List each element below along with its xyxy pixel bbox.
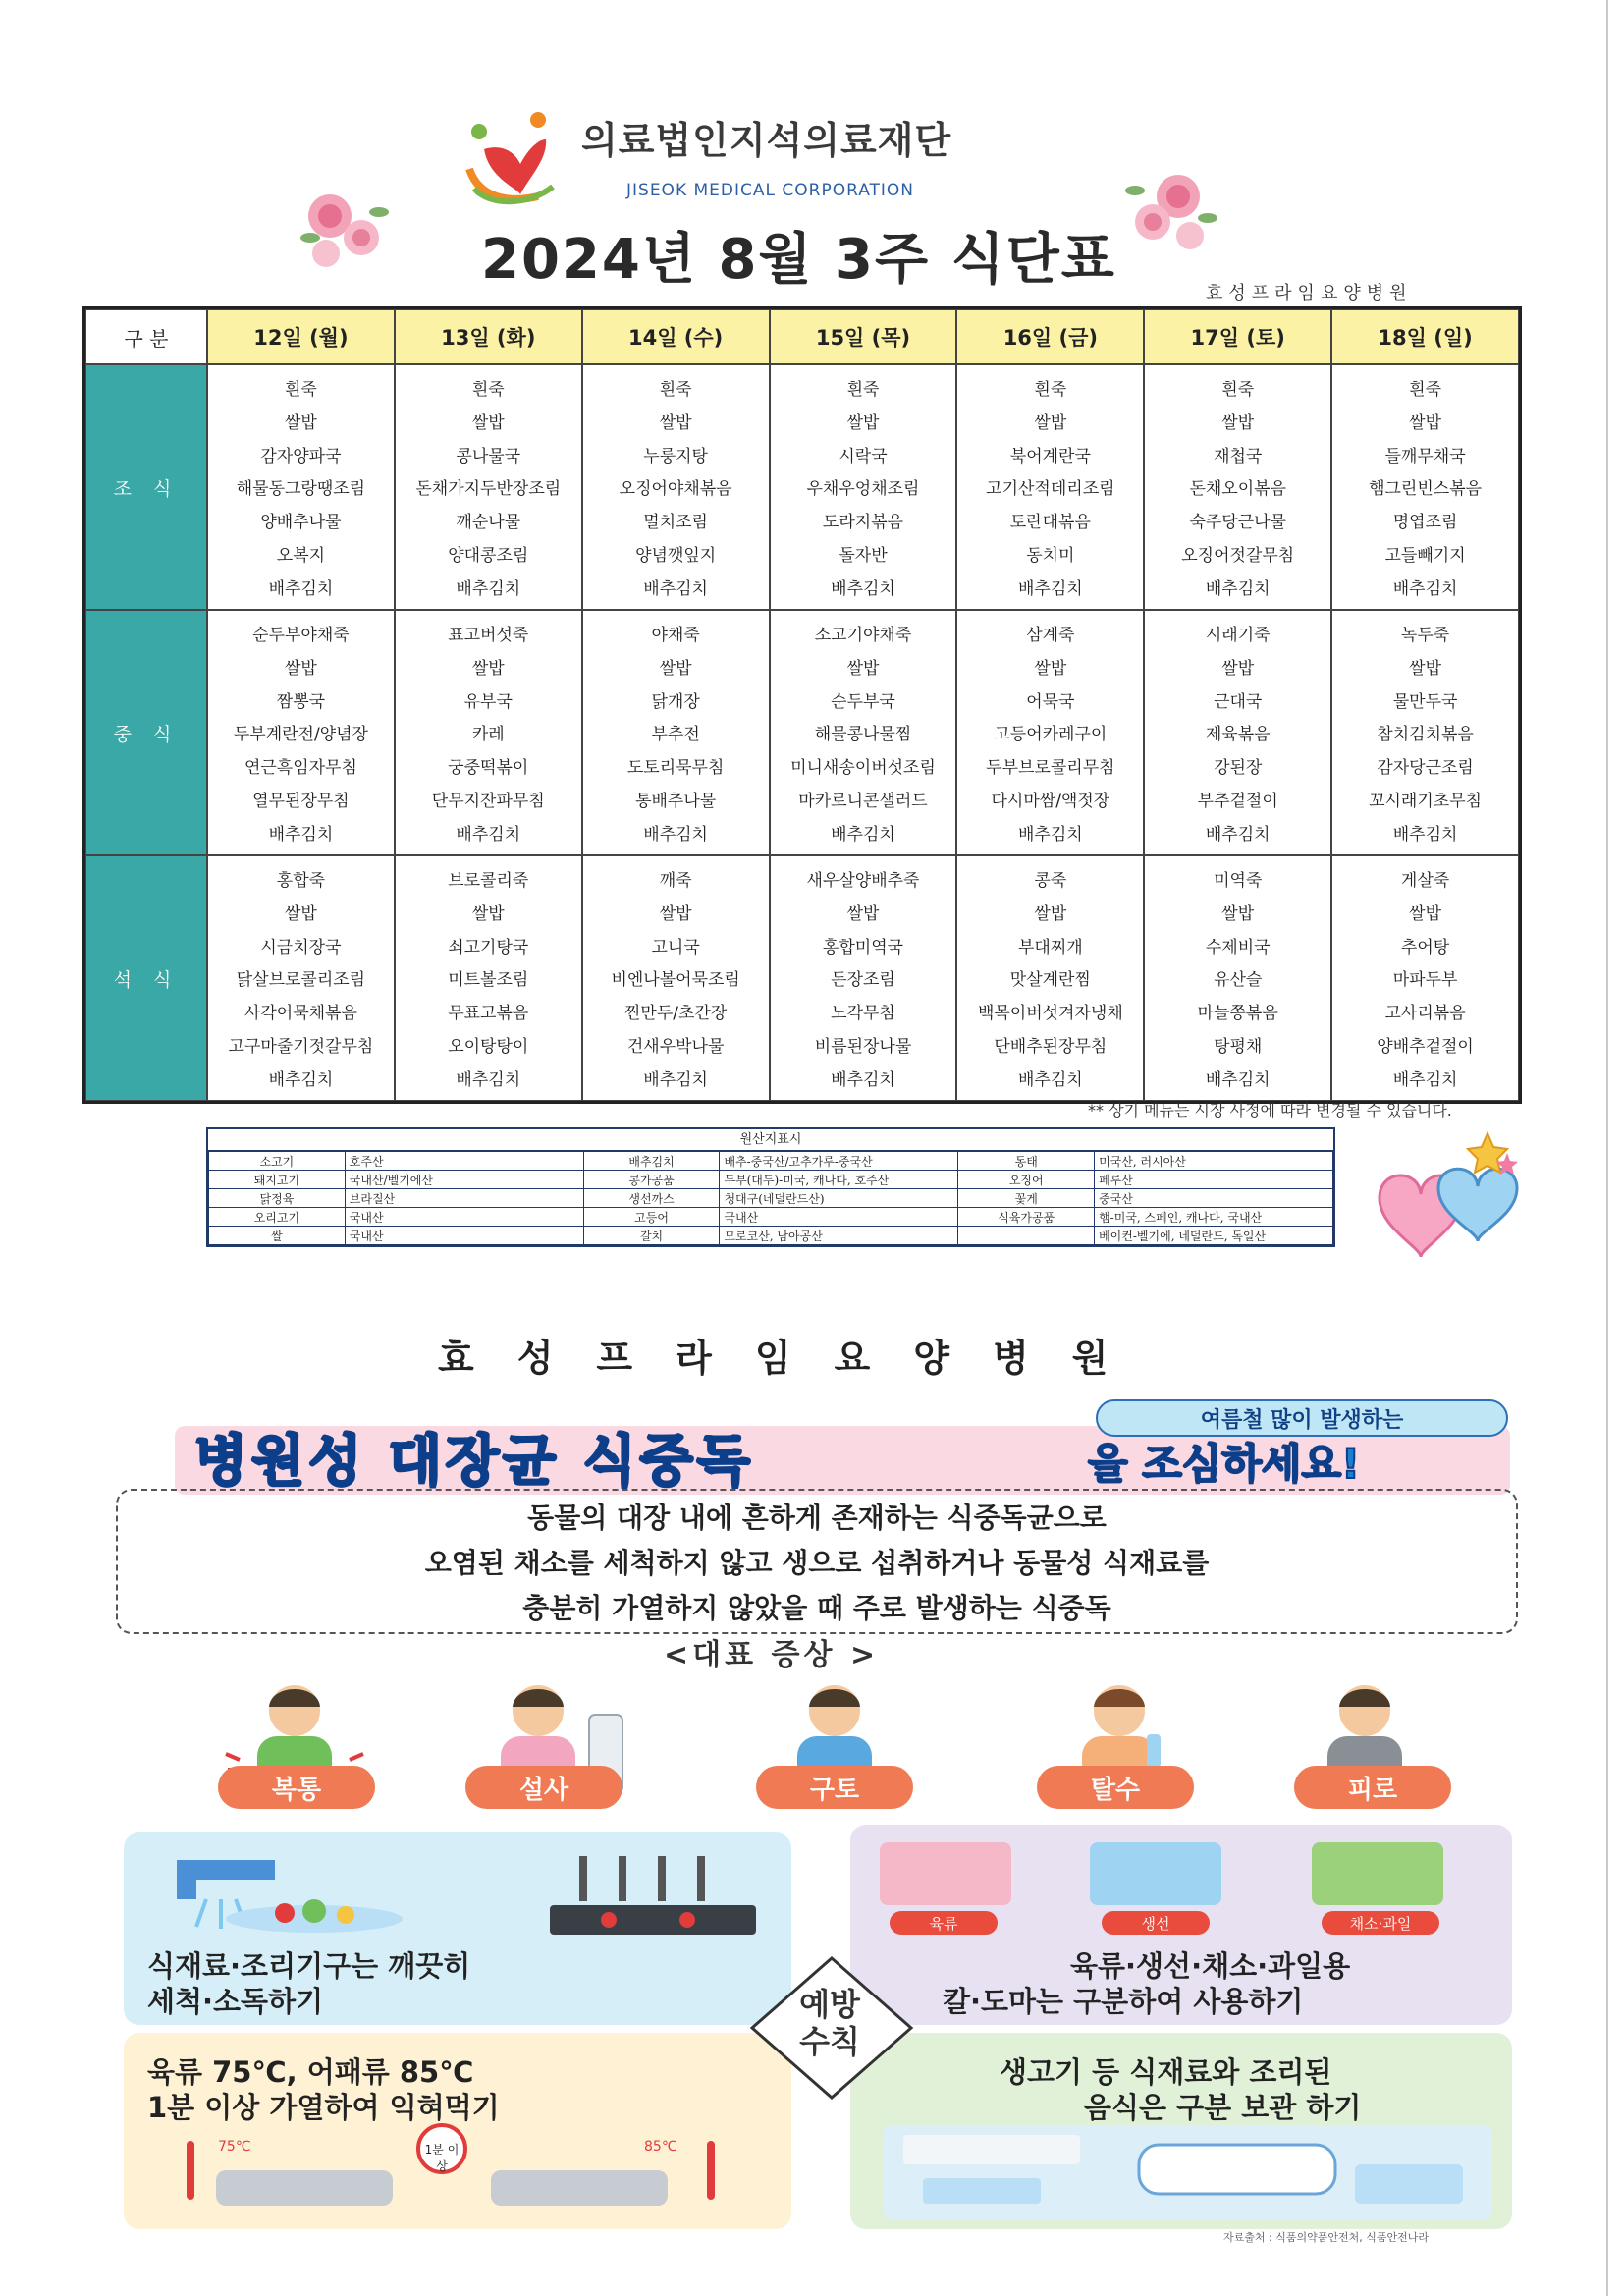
menu-item: 참치김치볶음 — [1377, 725, 1474, 745]
origin-country: 미국산, 러시아산 — [1095, 1152, 1333, 1171]
origin-item: 소고기 — [209, 1152, 346, 1171]
menu-item: 궁중떡볶이 — [448, 758, 529, 779]
menu-item: 쌀밥 — [284, 904, 317, 925]
origin-row — [209, 1152, 1333, 1171]
summer-frequency-pill: 여름철 많이 발생하는 — [1096, 1399, 1508, 1437]
menu-item: 도토리묵무침 — [626, 758, 725, 779]
menu-item: 배추김치 — [643, 824, 708, 845]
menu-item: 마늘쫑볶음 — [1197, 1004, 1278, 1024]
origin-item: 닭정육 — [209, 1189, 346, 1208]
menu-item: 재첩국 — [1214, 446, 1263, 466]
menu-item: 짬뽕국 — [276, 691, 326, 712]
panel-text: 육류 75℃, 어패류 85℃ — [147, 2055, 474, 2089]
origin-item: 생선까스 — [583, 1189, 720, 1208]
menu-cell — [395, 855, 582, 1101]
menu-item: 고기산적데리조림 — [986, 479, 1115, 500]
meal-label: 조 식 — [85, 364, 207, 610]
menu-item: 배추김치 — [831, 1069, 895, 1090]
menu-item: 배추김치 — [1018, 824, 1083, 845]
day-header: 16일 (금) — [956, 309, 1144, 364]
menu-item: 배추김치 — [268, 578, 334, 599]
menu-cell — [1144, 855, 1331, 1101]
menu-item: 소고기야채죽 — [814, 626, 912, 646]
menu-item: 무표고볶음 — [448, 1004, 529, 1024]
origin-item: 콩가공품 — [583, 1171, 720, 1189]
menu-cell — [582, 364, 770, 610]
panel-text: 생고기 등 식재료와 조리된 — [1000, 2055, 1332, 2089]
menu-item: 연근흑임자무침 — [243, 758, 357, 779]
day-header: 12일 (월) — [207, 309, 395, 364]
rose-decoration-icon — [1119, 157, 1227, 265]
menu-item: 양념깻잎지 — [635, 545, 717, 566]
menu-item: 배추김치 — [1392, 824, 1458, 845]
menu-item: 오이탕탕이 — [448, 1036, 529, 1057]
food-category-tag: 채소·과일 — [1322, 1911, 1439, 1935]
menu-item: 배추김치 — [831, 824, 895, 845]
menu-item: 배추김치 — [268, 824, 334, 845]
refrigerator-shelves-icon — [884, 2125, 1492, 2219]
menu-item: 쌀밥 — [1034, 904, 1067, 925]
origin-item: 갈치 — [583, 1227, 720, 1245]
day-header: 14일 (수) — [582, 309, 770, 364]
menu-item: 쌀밥 — [471, 904, 505, 925]
menu-item: 녹두죽 — [1400, 626, 1450, 646]
menu-item: 깨죽 — [659, 871, 692, 892]
origin-country: 국내산 — [345, 1208, 583, 1227]
menu-cell — [582, 855, 770, 1101]
menu-item: 쌀밥 — [1221, 659, 1255, 680]
menu-item: 순두부국 — [831, 691, 895, 712]
menu-item: 배추김치 — [643, 578, 708, 599]
menu-item: 쌀밥 — [659, 904, 692, 925]
menu-cell — [1331, 610, 1519, 855]
source-credit: 자료출처 : 식품의약품안전처, 식품안전나라 — [1223, 2231, 1429, 2244]
poster-headline: 병원성 대장균 식중독 — [194, 1430, 754, 1494]
origin-item — [958, 1227, 1095, 1245]
origin-country: 중국산 — [1095, 1189, 1333, 1208]
menu-item: 배추김치 — [1392, 578, 1458, 599]
menu-item: 배추김치 — [456, 578, 521, 599]
menu-cell — [1144, 364, 1331, 610]
origin-item: 꽃게 — [958, 1189, 1095, 1208]
menu-item: 시락국 — [839, 446, 888, 466]
origin-row — [209, 1189, 1333, 1208]
menu-item: 두부계란전/양념장 — [233, 725, 368, 745]
menu-item: 강된장 — [1214, 758, 1263, 779]
origin-country: 배추-중국산/고추가루-중국산 — [720, 1152, 958, 1171]
food-category-tag: 생선 — [1102, 1911, 1210, 1935]
origin-country: 햄-미국, 스페인, 캐나다, 국내산 — [1095, 1208, 1333, 1227]
menu-item: 미니새송이버섯조림 — [790, 758, 936, 779]
menu-item: 흰죽 — [1409, 380, 1441, 401]
menu-item: 돈장조림 — [831, 970, 895, 991]
menu-item: 열무된장무침 — [252, 791, 350, 811]
menu-item: 멸치조림 — [643, 513, 708, 533]
menu-item: 배추김치 — [1018, 1069, 1083, 1090]
menu-item: 배추김치 — [1018, 578, 1083, 599]
menu-item: 명엽조림 — [1392, 513, 1458, 533]
menu-item: 토란대볶음 — [1009, 513, 1091, 533]
menu-cell — [956, 855, 1144, 1101]
menu-item: 쌀밥 — [846, 413, 880, 434]
menu-item: 마파두부 — [1392, 970, 1458, 991]
menu-item: 비름된장나물 — [814, 1036, 912, 1057]
menu-item: 배추김치 — [456, 824, 521, 845]
menu-item: 백목이버섯겨자냉채 — [977, 1004, 1123, 1024]
menu-item: 쌀밥 — [659, 659, 692, 680]
menu-item: 배추김치 — [831, 578, 895, 599]
menu-item: 콩죽 — [1034, 871, 1067, 892]
menu-item: 쌀밥 — [846, 659, 880, 680]
menu-cell — [770, 364, 957, 610]
day-header: 17일 (토) — [1144, 309, 1331, 364]
menu-item: 흰죽 — [284, 380, 317, 401]
menu-item: 단배추된장무침 — [994, 1036, 1108, 1057]
menu-item: 시래기죽 — [1205, 626, 1271, 646]
menu-item: 쌀밥 — [1034, 413, 1067, 434]
temperature-badge: 85℃ — [644, 2139, 677, 2155]
menu-item: 고니국 — [651, 937, 700, 957]
category-header: 구 분 — [85, 309, 207, 364]
menu-item: 비엔나볼어묵조림 — [611, 970, 740, 991]
menu-item: 시금치장국 — [260, 937, 342, 957]
menu-item: 홍합죽 — [276, 871, 326, 892]
origin-country: 국내산 — [720, 1208, 958, 1227]
panel-text: 육류·생선·채소·과일용 — [1070, 1949, 1351, 1983]
description-line: 오염된 채소를 세척하지 않고 생으로 섭취하거나 동물성 식재료를 — [424, 1547, 1210, 1579]
menu-item: 표고버섯죽 — [448, 626, 529, 646]
symptom-label: 탈수 — [1037, 1766, 1194, 1809]
rose-decoration-icon — [291, 177, 399, 285]
menu-item: 감자양파국 — [260, 446, 342, 466]
menu-item: 고구마줄기젓갈무침 — [228, 1036, 374, 1057]
menu-item: 고등어카레구이 — [994, 725, 1108, 745]
origin-item: 식육가공품 — [958, 1208, 1095, 1227]
menu-item: 쌀밥 — [284, 659, 317, 680]
menu-cell — [1331, 855, 1519, 1101]
meal-label: 중 식 — [85, 610, 207, 855]
menu-item: 근대국 — [1214, 691, 1263, 712]
menu-item: 흰죽 — [1034, 380, 1067, 401]
menu-item: 북어계란국 — [1009, 446, 1091, 466]
menu-cell — [207, 610, 395, 855]
menu-item: 제육볶음 — [1205, 725, 1271, 745]
menu-item: 맛살계란찜 — [1009, 970, 1091, 991]
menu-item: 삼계죽 — [1026, 626, 1075, 646]
menu-item: 통배추나물 — [635, 791, 717, 811]
menu-item: 노각무침 — [831, 1004, 895, 1024]
origin-row — [209, 1171, 1333, 1189]
duration-badge: 1분 이상 — [424, 2143, 460, 2173]
origin-row — [209, 1227, 1333, 1245]
hospital-name-small: 효성프라임요양병원 — [1206, 283, 1413, 303]
menu-item: 쌀밥 — [1034, 659, 1067, 680]
menu-item: 순두부야채죽 — [252, 626, 350, 646]
symptom-label: 피로 — [1294, 1766, 1451, 1809]
menu-item: 찐만두/초간장 — [624, 1004, 728, 1024]
prevention-rules-label — [756, 1986, 903, 2060]
menu-item: 도라지볶음 — [822, 513, 904, 533]
menu-item: 흰죽 — [846, 380, 880, 401]
origin-country: 호주산 — [345, 1152, 583, 1171]
menu-cell — [956, 364, 1144, 610]
menu-item: 닭살브로콜리조림 — [236, 970, 366, 991]
menu-item: 쌀밥 — [471, 413, 505, 434]
day-header: 15일 (목) — [770, 309, 957, 364]
foundation-logo-icon — [460, 110, 568, 208]
menu-item: 해물콩나물찜 — [814, 725, 912, 745]
menu-item: 물만두국 — [1392, 691, 1458, 712]
menu-item: 단무지잔파무침 — [431, 791, 545, 811]
origin-country: 베이컨-벨기에, 네덜란드, 독일산 — [1095, 1227, 1333, 1245]
food-category-tag: 육류 — [890, 1911, 998, 1935]
origin-country: 페루산 — [1095, 1171, 1333, 1189]
origin-country: 모로코산, 남아공산 — [720, 1227, 958, 1245]
menu-cell — [395, 610, 582, 855]
menu-item: 오징어젓갈무침 — [1181, 545, 1295, 566]
weekly-menu-table — [82, 306, 1522, 1104]
organization-name-korean: 의료법인지석의료재단 — [581, 119, 952, 162]
menu-item: 양배추나물 — [260, 513, 342, 533]
temperature-badge: 75℃ — [218, 2139, 251, 2155]
menu-item: 닭개장 — [651, 691, 700, 712]
origin-item: 오징어 — [958, 1171, 1095, 1189]
prevention-rules-line: 예방 — [799, 1986, 860, 2023]
menu-item: 배추김치 — [1392, 1069, 1458, 1090]
menu-item: 돈채가지두반장조림 — [415, 479, 562, 500]
menu-item: 햄그린빈스볶음 — [1369, 479, 1483, 500]
menu-item: 미역죽 — [1214, 871, 1263, 892]
panel-text: 식재료·조리기구는 깨끗히 — [147, 1949, 471, 1983]
menu-item: 쌀밥 — [1221, 413, 1255, 434]
menu-item: 숙주당근나물 — [1189, 513, 1286, 533]
fish-tile-icon — [1090, 1842, 1221, 1905]
menu-item: 누룽지탕 — [643, 446, 708, 466]
origin-item: 쌀 — [209, 1227, 346, 1245]
origin-country: 브라질산 — [345, 1189, 583, 1208]
menu-item: 흰죽 — [659, 380, 692, 401]
menu-item: 마카로니콘샐러드 — [798, 791, 928, 811]
origin-row — [209, 1208, 1333, 1227]
menu-item: 동치미 — [1026, 545, 1075, 566]
panel-text: 세척·소독하기 — [147, 1985, 324, 2018]
origin-country: 청대구(네덜란드산) — [720, 1189, 958, 1208]
menu-item: 수제비국 — [1205, 937, 1271, 957]
panel-text: 칼·도마는 구분하여 사용하기 — [943, 1985, 1304, 2018]
menu-item: 오복지 — [276, 545, 326, 566]
menu-cell — [1331, 364, 1519, 610]
menu-item: 사각어묵채볶음 — [243, 1004, 357, 1024]
menu-item: 쌀밥 — [1409, 904, 1441, 925]
menu-cell — [1144, 610, 1331, 855]
faucet-washing-icon — [167, 1850, 412, 1935]
meal-label: 석 식 — [85, 855, 207, 1101]
vegetable-tile-icon — [1312, 1842, 1443, 1905]
menu-item: 쌀밥 — [284, 413, 317, 434]
description-line: 충분히 가열하지 않았을 때 주로 발생하는 식중독 — [522, 1592, 1111, 1624]
menu-cell — [207, 364, 395, 610]
origin-item: 동태 — [958, 1152, 1095, 1171]
menu-item: 홍합미역국 — [822, 937, 904, 957]
menu-item: 다시마쌈/액젓장 — [991, 791, 1110, 811]
page-title: 2024년 8월 3주 식단표 — [481, 228, 1116, 292]
meat-tile-icon — [880, 1842, 1011, 1905]
menu-item: 고사리볶음 — [1384, 1004, 1466, 1024]
origin-country: 두부(대두)-미국, 캐나다, 호주산 — [720, 1171, 958, 1189]
menu-cell — [395, 364, 582, 610]
menu-item: 꼬시래기초무침 — [1369, 791, 1483, 811]
cooking-utensils-icon — [540, 1846, 766, 1944]
symptoms-title: <대표 증상 > — [664, 1638, 880, 1672]
hearts-decoration-icon — [1360, 1129, 1527, 1277]
symptom-label: 복통 — [218, 1766, 375, 1809]
menu-change-note: ** 상기 메뉴는 시장 사정에 따라 변경될 수 있습니다. — [1088, 1101, 1452, 1120]
menu-item: 부추전 — [651, 725, 700, 745]
menu-item: 오징어야채볶음 — [619, 479, 732, 500]
menu-item: 들깨무채국 — [1384, 446, 1466, 466]
day-header: 13일 (화) — [395, 309, 582, 364]
menu-item: 배추김치 — [643, 1069, 708, 1090]
menu-item: 깨순나물 — [456, 513, 521, 533]
menu-item: 돈채오이볶음 — [1189, 479, 1286, 500]
origin-item: 배추김치 — [583, 1152, 720, 1171]
menu-item: 쇠고기탕국 — [448, 937, 529, 957]
menu-item: 돌자반 — [839, 545, 888, 566]
menu-item: 건새우박나물 — [626, 1036, 725, 1057]
menu-item: 야채죽 — [651, 626, 700, 646]
menu-item: 부대찌개 — [1018, 937, 1083, 957]
menu-item: 게살죽 — [1400, 871, 1450, 892]
menu-item: 유부국 — [463, 691, 513, 712]
panel-text: 1분 이상 가열하여 익혀먹기 — [147, 2091, 500, 2124]
menu-cell — [770, 855, 957, 1101]
panel-text: 음식은 구분 보관 하기 — [1084, 2091, 1362, 2124]
origin-item: 오리고기 — [209, 1208, 346, 1227]
menu-item: 감자당근조림 — [1377, 758, 1474, 779]
menu-item: 배추김치 — [1205, 1069, 1271, 1090]
menu-item: 쌀밥 — [659, 413, 692, 434]
description-line: 동물의 대장 내에 흔하게 존재하는 식중독균으로 — [527, 1502, 1107, 1534]
menu-item: 흰죽 — [1221, 380, 1255, 401]
day-header: 18일 (일) — [1331, 309, 1519, 364]
menu-item: 쌀밥 — [471, 659, 505, 680]
menu-item: 추어탕 — [1400, 937, 1450, 957]
menu-item: 쌀밥 — [1221, 904, 1255, 925]
symptom-label: 설사 — [465, 1766, 622, 1809]
menu-cell — [207, 855, 395, 1101]
menu-item: 흰죽 — [471, 380, 505, 401]
menu-item: 새우살양배추죽 — [806, 871, 920, 892]
menu-item: 미트볼조림 — [448, 970, 529, 991]
menu-item: 브로콜리죽 — [448, 871, 529, 892]
menu-cell — [956, 610, 1144, 855]
menu-cell — [582, 610, 770, 855]
menu-item: 쌀밥 — [1409, 413, 1441, 434]
origin-country: 국내산/벨기에산 — [345, 1171, 583, 1189]
menu-cell — [770, 610, 957, 855]
menu-item: 우채우엉채조림 — [806, 479, 920, 500]
origin-item: 돼지고기 — [209, 1171, 346, 1189]
origin-label-table — [206, 1127, 1335, 1247]
menu-item: 콩나물국 — [456, 446, 521, 466]
menu-item: 배추김치 — [268, 1069, 334, 1090]
menu-item: 양배추겉절이 — [1377, 1036, 1474, 1057]
menu-item: 배추김치 — [456, 1069, 521, 1090]
poster-headline-suffix: 을 조심하세요! — [1088, 1440, 1361, 1488]
menu-item: 탕평채 — [1214, 1036, 1263, 1057]
menu-item: 고들빼기지 — [1384, 545, 1466, 566]
hospital-name-large: 효성프라임요양병원 — [438, 1337, 1152, 1380]
ecoli-description-box — [116, 1489, 1518, 1634]
menu-item: 양대콩조림 — [448, 545, 529, 566]
prevention-rules-line: 수칙 — [799, 2023, 860, 2060]
origin-table-title: 원산지표시 — [208, 1129, 1333, 1151]
origin-table-body — [208, 1151, 1333, 1245]
menu-item: 쌀밥 — [1409, 659, 1441, 680]
menu-item: 어묵국 — [1026, 691, 1075, 712]
page-edge-rule — [1606, 0, 1608, 2296]
origin-country: 국내산 — [345, 1227, 583, 1245]
menu-item: 부추겉절이 — [1197, 791, 1278, 811]
symptom-label: 구토 — [756, 1766, 913, 1809]
menu-item: 두부브로콜리무침 — [986, 758, 1115, 779]
menu-item: 유산슬 — [1214, 970, 1263, 991]
menu-item: 해물동그랑땡조림 — [236, 479, 366, 500]
menu-item: 배추김치 — [1205, 824, 1271, 845]
menu-item: 배추김치 — [1205, 578, 1271, 599]
menu-item: 쌀밥 — [846, 904, 880, 925]
menu-item: 카레 — [471, 725, 505, 745]
organization-name-english: JISEOK MEDICAL CORPORATION — [626, 181, 915, 200]
origin-item: 고등어 — [583, 1208, 720, 1227]
